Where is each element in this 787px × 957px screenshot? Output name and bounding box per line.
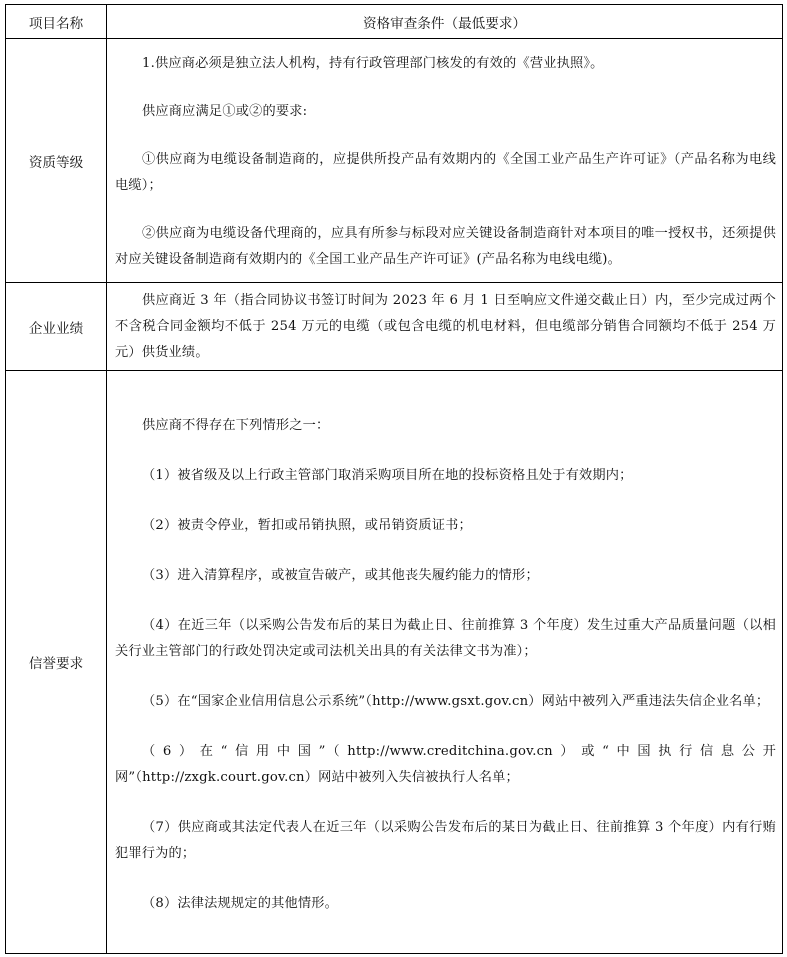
paragraph: 1.供应商必须是独立法人机构，持有行政管理部门核发的有效的《营业执照》。: [142, 56, 604, 71]
header-row: [6, 5, 783, 39]
row-content-qualification: [107, 39, 783, 283]
paragraph: （2）被责令停业，暂扣或吊销执照，或吊销资质证书；: [142, 517, 472, 533]
row-name-performance: 企业业绩: [6, 283, 107, 371]
paragraph: 供应商不得存在下列情形之一：: [142, 417, 330, 433]
row-name-credit: 信誉要求: [6, 371, 107, 954]
row-content-performance: [107, 283, 783, 371]
paragraph: （3）进入清算程序，或被宣告破产，或其他丧失履约能力的情形；: [142, 567, 539, 583]
paragraph: 供应商近 3 年（指合同协议书签订时间为 2023 年 6 月 1 日至响应文件递交截止日）内，至少完成过两个不含税合同金额均不低于 254 万元的电缆（或包含电缆的机电材料，但电缆部分销售合同额均不低于 254 万元）供货业绩。: [115, 293, 776, 360]
paragraph: （7）供应商或其法定代表人在近三年（以采购公告发布后的某日为截止日、往前推算 3 个年度）内有行贿犯罪行为的；: [115, 819, 776, 861]
paragraph: 供应商应满足①或②的要求:: [142, 104, 308, 119]
header-requirements: 资格审查条件（最低要求）: [107, 5, 783, 39]
table-row: [6, 283, 783, 371]
paragraph: （5）在“国家企业信用信息公示系统”（http://www.gsxt.gov.cn）网站中被列入严重违法失信企业名单；: [142, 693, 770, 709]
header-project-name: 项目名称: [6, 5, 107, 39]
row-content-credit: [107, 371, 783, 954]
paragraph: （4）在近三年（以采购公告发布后的某日为截止日、往前推算 3 个年度）发生过重大产品质量问题（以相关行业主管部门的行政处罚决定或司法机关出具的有关法律文书为准）；: [115, 617, 776, 659]
table-row: [6, 371, 783, 954]
table-row: [6, 39, 783, 283]
row-name-qualification: 资质等级: [6, 39, 107, 283]
paragraph: ②供应商为电缆设备代理商的，应具有所参与标段对应关键设备制造商针对本项目的唯一授权书，还须提供对应关键设备制造商有效期内的《全国工业产品生产许可证》(产品名称为电线电缆)。: [115, 226, 776, 267]
paragraph: （6）在“信用中国”（http://www.creditchina.gov.cn）或“中国执行信息公开网”（http://zxgk.court.gov.cn）网站中被列入失信被执行人名单；: [115, 743, 776, 785]
paragraph: （8）法律法规规定的其他情形。: [142, 895, 339, 911]
paragraph: ①供应商为电缆设备制造商的，应提供所投产品有效期内的《全国工业产品生产许可证》（产品名称为电线电缆）；: [115, 152, 776, 193]
qualification-table: [5, 4, 783, 954]
paragraph: （1）被省级及以上行政主管部门取消采购项目所在地的投标资格且处于有效期内；: [142, 467, 633, 483]
